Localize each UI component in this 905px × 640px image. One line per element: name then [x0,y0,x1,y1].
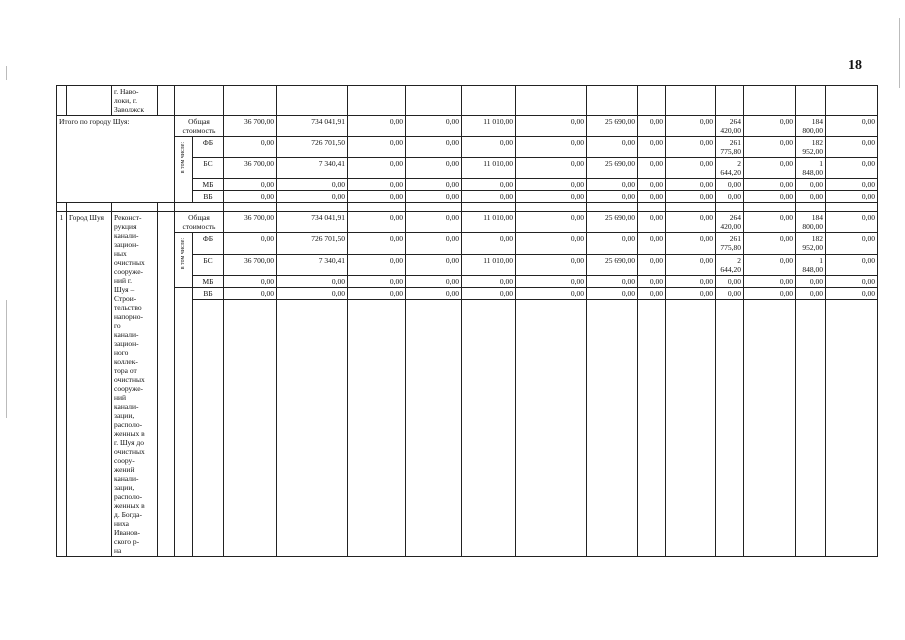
table-cell: 0,00 [744,233,796,255]
table-cell: 0,00 [406,275,462,287]
table-cell: 0,00 [516,191,587,203]
row-label: ВБ [193,287,224,300]
table-cell: 0,00 [406,137,462,158]
table-cell: 0,00 [666,212,716,233]
table-cell: 0,00 [277,287,348,300]
in-total-label: в том числе: [175,137,193,203]
table-cell: 0,00 [666,275,716,287]
table-cell: 0,00 [826,179,878,191]
table-cell: 25 690,00 [587,254,638,275]
table-cell: 0,00 [744,275,796,287]
table-cell: 7 340,41 [277,254,348,275]
table-cell: 11 010,00 [462,254,516,275]
table-cell: 0,00 [826,137,878,158]
table-cell: 0,00 [744,158,796,179]
left-margin-line [6,300,7,418]
table-cell: 0,00 [462,191,516,203]
table-cell: 0,00 [744,212,796,233]
table-cell: 184 800,00 [796,212,826,233]
row-label: ФБ [193,233,224,255]
table-cell: 0,00 [406,158,462,179]
table-cell: 25 690,00 [587,212,638,233]
table-cell: 0,00 [516,137,587,158]
table-cell: 0,00 [224,233,277,255]
table-cell: 0,00 [826,275,878,287]
table-cell: 0,00 [348,158,406,179]
project-description: Реконст- рукция канали- зацион- ных очистных сооруже- ний г. Шуя – Строи- тельство напорно- го канали- зацион- ного коллек- тора от очистных сооруже- ний канали- зации, располо- женных в г. Шуя до очистных соору- жений канали- зации, располо- женных в д. Богда- ниха Иванов- ского р- на [112,212,158,557]
table-cell: 0,00 [638,137,666,158]
table-cell: 0,00 [638,287,666,300]
table-cell: 0,00 [638,254,666,275]
row-label: ФБ [193,137,224,158]
row-label: МБ [193,275,224,287]
table-cell: 0,00 [716,191,744,203]
table-cell: 36 700,00 [224,212,277,233]
table-cell: 264 420,00 [716,212,744,233]
table-cell: 0,00 [744,191,796,203]
summary-label: Итого по городу Шуя: [57,116,175,203]
table-cell: 182 952,00 [796,137,826,158]
table-cell: 0,00 [348,137,406,158]
table-cell: 0,00 [744,287,796,300]
funding-table [56,85,878,557]
table-cell: 0,00 [796,179,826,191]
row-label: ВБ [193,191,224,203]
table-cell: 0,00 [744,137,796,158]
table-cell: 0,00 [826,287,878,300]
in-total-label: в том числе: [175,233,193,288]
table-cell: 0,00 [516,212,587,233]
table-cell: 0,00 [716,287,744,300]
table-cell: 0,00 [516,116,587,137]
table-cell: 0,00 [348,191,406,203]
table-cell: 0,00 [516,179,587,191]
table-cell: 0,00 [587,191,638,203]
table-cell: 0,00 [666,179,716,191]
table-cell: 0,00 [224,137,277,158]
table-cell: 1 848,00 [796,254,826,275]
table-cell: 0,00 [348,254,406,275]
table-cell: 0,00 [348,233,406,255]
project-fb-row [57,233,878,255]
table-cell: 0,00 [406,116,462,137]
project-index: 1 [57,212,67,557]
table-cell: 261 775,80 [716,233,744,255]
table-cell: 0,00 [462,233,516,255]
table-cell: 0,00 [348,179,406,191]
table-cell: 261 775,80 [716,137,744,158]
top-fragment-text: г. Наво- локи, г. Заволжск [112,86,158,116]
table-cell: 0,00 [716,179,744,191]
table-cell: 0,00 [796,287,826,300]
table-cell: 0,00 [744,116,796,137]
table-cell: 0,00 [638,212,666,233]
table-cell: 2 644,20 [716,158,744,179]
table-cell: 7 340,41 [277,158,348,179]
table-cell: 0,00 [826,254,878,275]
table-cell: 0,00 [796,275,826,287]
table-cell: 0,00 [744,254,796,275]
row-label: БС [193,158,224,179]
table-cell: 0,00 [666,137,716,158]
table-cell: 0,00 [462,275,516,287]
table-cell: 0,00 [224,275,277,287]
table-cell: 0,00 [406,179,462,191]
page-number: 18 [848,58,862,73]
table-cell: 25 690,00 [587,116,638,137]
top-fragment-row [57,86,878,116]
table-cell: 0,00 [516,254,587,275]
table-cell: 0,00 [587,233,638,255]
table-cell: 0,00 [826,116,878,137]
table-cell: 0,00 [638,275,666,287]
spacer-row [57,203,878,212]
table-cell: 11 010,00 [462,116,516,137]
project-total-row [57,212,878,233]
table-cell: 0,00 [348,275,406,287]
table-cell: 0,00 [826,191,878,203]
table-cell: 0,00 [462,179,516,191]
table-cell: 0,00 [638,179,666,191]
table-cell: 0,00 [406,287,462,300]
row-label: Общая стоимость [175,116,224,137]
table-cell: 36 700,00 [224,158,277,179]
row-label: МБ [193,179,224,191]
table-cell: 0,00 [224,179,277,191]
table-cell: 25 690,00 [587,158,638,179]
table-cell: 0,00 [716,275,744,287]
table-cell: 0,00 [516,233,587,255]
table-cell: 0,00 [348,287,406,300]
table-cell: 0,00 [666,254,716,275]
table-cell: 0,00 [406,212,462,233]
table-cell: 0,00 [587,179,638,191]
table-cell: 264 420,00 [716,116,744,137]
table-cell: 0,00 [224,191,277,203]
table-cell: 0,00 [666,233,716,255]
project-vb-row [57,287,878,300]
table-cell: 0,00 [406,191,462,203]
table-cell: 11 010,00 [462,212,516,233]
table-cell: 2 644,20 [716,254,744,275]
row-label: БС [193,254,224,275]
summary-fb-row [57,137,878,158]
project-city: Город Шуя [67,212,112,557]
table-cell: 0,00 [666,191,716,203]
left-margin-mark [6,66,7,80]
table-cell: 36 700,00 [224,116,277,137]
table-cell: 0,00 [638,158,666,179]
table-cell: 734 041,91 [277,212,348,233]
table-cell: 0,00 [406,254,462,275]
table-cell: 0,00 [587,137,638,158]
table-cell: 0,00 [826,212,878,233]
table-cell: 182 952,00 [796,233,826,255]
table-cell: 0,00 [462,137,516,158]
table-cell: 0,00 [516,275,587,287]
table-cell: 0,00 [638,116,666,137]
table-cell: 0,00 [638,233,666,255]
table-cell: 0,00 [462,287,516,300]
summary-total-row [57,116,878,137]
table-cell: 0,00 [277,179,348,191]
table-cell: 0,00 [406,233,462,255]
right-margin-line [899,18,900,88]
table-cell: 0,00 [348,116,406,137]
table-cell: 0,00 [348,212,406,233]
table-cell: 734 041,91 [277,116,348,137]
table-cell: 0,00 [638,191,666,203]
table-cell: 0,00 [744,179,796,191]
table-cell: 36 700,00 [224,254,277,275]
table-cell: 0,00 [587,275,638,287]
table-cell: 0,00 [666,158,716,179]
table-cell: 1 848,00 [796,158,826,179]
table-cell: 0,00 [277,191,348,203]
row-label: Общая стоимость [175,212,224,233]
table-cell: 0,00 [796,191,826,203]
table-cell: 0,00 [224,287,277,300]
table-cell: 726 701,50 [277,137,348,158]
table-cell: 0,00 [516,158,587,179]
table-cell: 0,00 [826,158,878,179]
table-cell: 0,00 [826,233,878,255]
table-cell: 726 701,50 [277,233,348,255]
table-cell: 0,00 [587,287,638,300]
table-cell: 11 010,00 [462,158,516,179]
table-cell: 0,00 [666,287,716,300]
table-cell: 184 800,00 [796,116,826,137]
table-cell: 0,00 [666,116,716,137]
table-cell: 0,00 [277,275,348,287]
table-cell: 0,00 [516,287,587,300]
